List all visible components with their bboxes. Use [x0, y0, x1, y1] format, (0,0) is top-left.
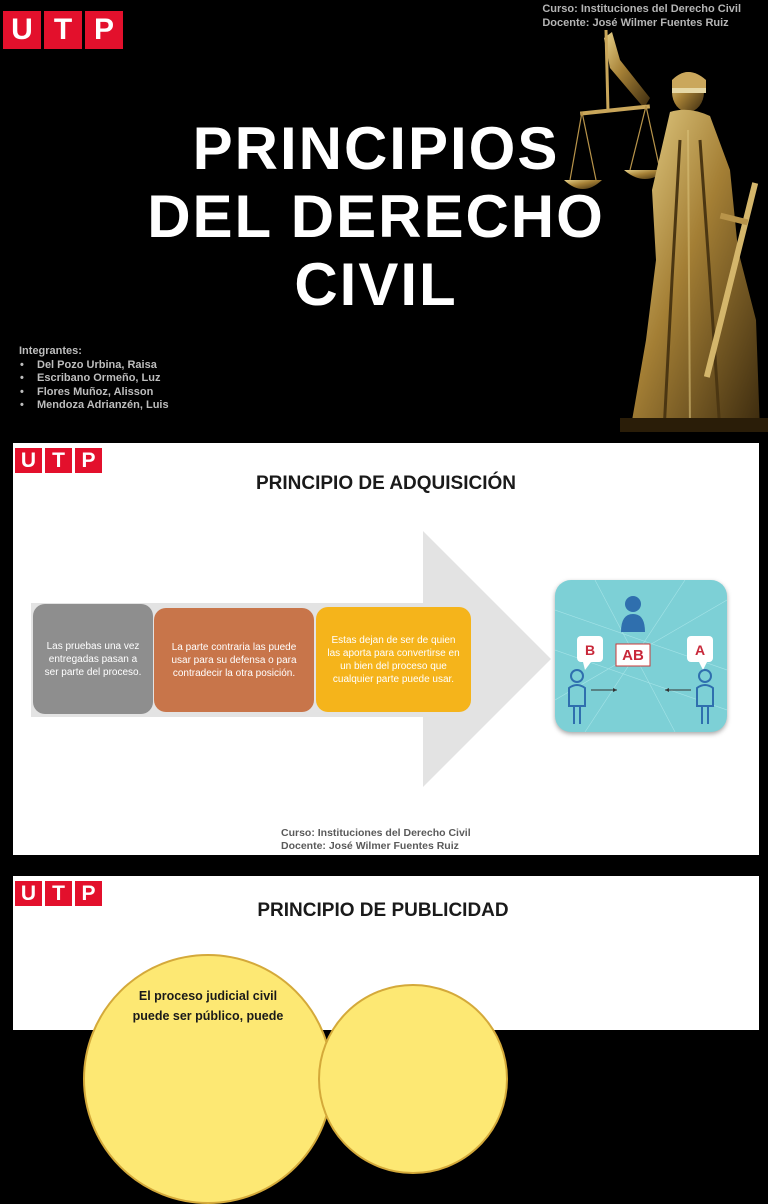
course-line: Curso: Instituciones del Derecho Civil: [542, 3, 741, 15]
circle-text-line: El proceso judicial civil: [138, 989, 278, 1003]
logo-letter-p: P: [75, 448, 102, 473]
utp-logo: [3, 11, 123, 49]
logo-letter-u: U: [3, 11, 41, 49]
slide-title: PRINCIPIO DE PUBLICIDAD: [257, 900, 509, 921]
logo-letter-t: T: [45, 448, 72, 473]
member-item: • Flores Muñoz, Alisson: [19, 386, 169, 400]
exchange-illustration: [555, 580, 727, 732]
b-label: B: [584, 642, 596, 658]
people-exchange-icon: [555, 580, 727, 732]
course-line: Curso: Instituciones del Derecho Civil: [281, 827, 471, 839]
process-step-1: Las pruebas una vez entregadas pasan a ser parte del proceso.: [33, 604, 153, 714]
member-item: • Escribano Ormeño, Luz: [19, 372, 169, 386]
slide-title: PRINCIPIO DE ADQUISICIÓN: [255, 473, 517, 494]
logo-letter-p: P: [85, 11, 123, 49]
members-section: [19, 345, 169, 413]
presentation-title: [0, 115, 752, 319]
adquisicion-slide: [10, 440, 762, 858]
process-step-3: Estas dejan de ser de quien las aporta para convertirse en un bien del proceso que cualquier parte puede usar.: [316, 607, 471, 712]
member-item: • Mendoza Adrianzén, Luis: [19, 399, 169, 413]
logo-letter-t: T: [44, 11, 82, 49]
a-label: A: [694, 642, 706, 658]
logo-letter-u: U: [15, 881, 42, 906]
logo-letter-u: U: [15, 448, 42, 473]
teacher-line: Docente: José Wilmer Fuentes Ruiz: [542, 17, 729, 29]
title-line-2: DEL DERECHO: [147, 183, 605, 250]
logo-letter-p: P: [75, 881, 102, 906]
circle-text-line: puede ser público, puede: [132, 1009, 284, 1023]
members-list: [19, 359, 169, 413]
title-slide: [0, 0, 768, 432]
publicity-circle-1-text: [83, 986, 333, 1026]
title-line-1: PRINCIPIOS: [192, 115, 560, 182]
course-info-footer: [281, 827, 471, 853]
teacher-line: Docente: José Wilmer Fuentes Ruiz: [281, 840, 459, 852]
publicity-circle-2: [318, 984, 508, 1174]
logo-letter-t: T: [45, 881, 72, 906]
title-line-3: CIVIL: [294, 251, 458, 318]
utp-logo: [15, 448, 102, 473]
members-label: Integrantes:: [19, 345, 82, 357]
publicidad-slide: [10, 873, 762, 1033]
ab-label: AB: [622, 647, 644, 664]
process-step-2: La parte contraria las puede usar para su defensa o para contradecir la otra posición.: [154, 608, 314, 712]
member-item: • Del Pozo Urbina, Raisa: [19, 359, 169, 373]
